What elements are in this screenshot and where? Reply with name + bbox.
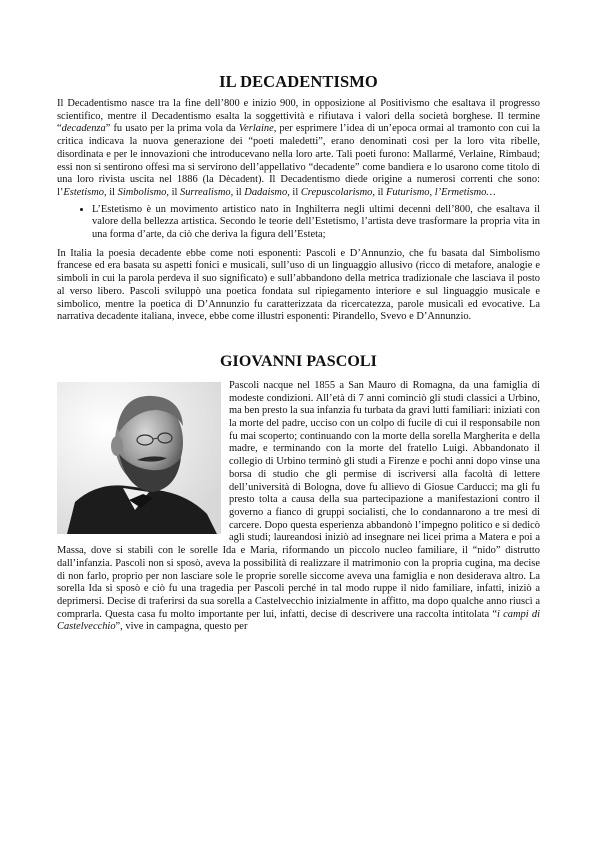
section2.bio-run: Pascoli nacque nel 1855 a San Mauro di Romagna, da una famiglia di modeste condizioni. All’età di 7 anni cominciò gli studi classici a Urbino, ma ben presto la sua infanzia fu turbata da gravi lutti familiari: iniziati con la morte del padre, ucciso con un colpo di fucile di cui il responsabile non fu mai scoperto; continuando con la morte della sorella Margherita e della madre, e terminando con la morte del fratello Luigi. Abbandonato il collegio di Urbino terminò gli studi a Firenze e pochi anni dopo vinse una borsa di studio che gli permise di iscriversi alla facoltà di lettere dell’università di Bologna, dove fu allievo di Giosue Carducci; ma gli fu presto tolta a causa della sua partecipazione a manifestazioni contro il governo a fianco di gruppi socialisti, che lo condannarono a tre mesi di carcere. Dopo questa esperienza abbandonò l’impegno politico e si dedicò agli studi; laureandosi iniziò ad insegnare nei licei prima a Matera e poi a Massa, dove si stabilì con le sorelle Ida e Maria, riformando un piccolo nucleo familiare, il “nido” distrutto dall’infanzia. Pascoli non si sposò, aveva la possibilità di realizzare il matrimonio con la propria cugina, ma decise di non farlo, proprio per non lasciare sole le proprie sorelle siccome aveva una famiglia e non desiderava altro. La sorella Ida si sposò e ciò fu una tragedia per Pascoli perché in tal modo ruppe il nido familiare, infatti, iniziò a deprimersi. Decise di traferirsi da sua sorella a Castelvecchio inizialmente in affitto, ma dopo qualche anno riuscì a comprarla. Questa casa fu molto importante per lui, infatti, decise di descrivere una raccolta intitolata “ bbox=[57, 379, 540, 620]
section1.p1-run: Estetismo bbox=[63, 186, 104, 198]
document-page bbox=[57, 72, 540, 634]
section1.p1-run: Crepuscolarismo bbox=[300, 186, 373, 198]
paragraph-italia: In Italia la poesia decadente ebbe come noti esponenti: Pascoli e D’Annunzio, che fu basata dal Simbolismo francese ed era basata su aspetti fonici e musicali, sull’uso di un linguaggio allusivo (ricco di metafore, analogie e simboli in cui la parola perdeva il suo significato) e sull’abbandono della metrica tradizionale che lasciava il posto al verso libero. Pascoli sviluppò una poetica fondata sul ripiegamento interiore e sul linguaggio musicale e simbolico, mentre la poetica di D’Annunzio fu caratterizzata da ricercatezza, parole musicali ed evocative. La narrativa decadente italiana, invece, ebbe come illustri esponenti: Pirandello, Svevo e D’Annunzio. bbox=[57, 247, 540, 323]
paragraph-decadentismo-intro bbox=[57, 98, 540, 200]
bullet-list bbox=[57, 204, 540, 242]
bullet-estetismo: • L’Estetismo è un movimento artistico nato in Inghilterra negli ultimi decenni dell’800, che esaltava il valore della bellezza artistica. Secondo le teorie dell’Estetismo, l’artista deve trasformare la propria vita in una forma d’arte, da ciò che deriva la figura dell’Esteta; bbox=[92, 204, 540, 242]
section1.p1-run: decadenza bbox=[61, 123, 106, 135]
section1.p1-run: Futurismo bbox=[386, 186, 430, 198]
section1.p1-run: , bbox=[429, 186, 435, 198]
section1.p1-run: l’Ermetismo… bbox=[434, 186, 496, 198]
section1.p1-run: , il bbox=[287, 186, 301, 198]
section-title-pascoli: GIOVANNI PASCOLI bbox=[219, 352, 378, 370]
section2.bio-run: i campi di Castelvecchio bbox=[57, 608, 540, 633]
section1.p1-run: , il bbox=[372, 186, 387, 198]
section1.p1-run: Surrealismo bbox=[179, 186, 231, 198]
section1.p1-run: Simbolismo bbox=[117, 186, 167, 198]
section1.p1-run: , il bbox=[230, 186, 245, 198]
section1.p1-run: Dadaismo bbox=[244, 186, 288, 198]
section1.p1-run: , il bbox=[103, 186, 118, 198]
section-title-decadentismo: IL DECADENTISMO bbox=[219, 72, 378, 91]
section1.p1-run: ” fu usato per la prima vola da bbox=[105, 123, 239, 135]
section1.p1-run: Verlaine bbox=[238, 123, 274, 135]
section1.p1-run: , il bbox=[166, 186, 180, 198]
section2.bio-run: ”, vive in campagna, questo per bbox=[115, 621, 248, 633]
pascoli-portrait-photo bbox=[57, 382, 221, 534]
section1.p1-run: , per esprimere l’idea di un’epoca ormai al tramonto con cui la critica indicava la nuova generazione dei “poeti maledetti”, erano denominati così per la loro vita ribelle, disordinata e per le innovazioni che introducevano nella loro arte. Tali poeti furono: Mallarmé, Verlaine, Rimbaud; essi non si sentirono offesi ma si servirono dell’appellativo “decadente” come bandiera e lo usarono come titolo di una loro rivista uscita nel 1886 (la Dècadent). Il Decadentismo diede origine a numerosi correnti che sono: l’ bbox=[57, 123, 540, 198]
section1.p1-run: Il Decadentismo nasce tra la fine dell’800 e inizio 900, in opposizione al Positivismo che esaltava il progresso scientifico, mentre il Decadentismo esalta la soggettività e rifiutava i valori della società borghese. Il termine “ bbox=[57, 98, 540, 135]
